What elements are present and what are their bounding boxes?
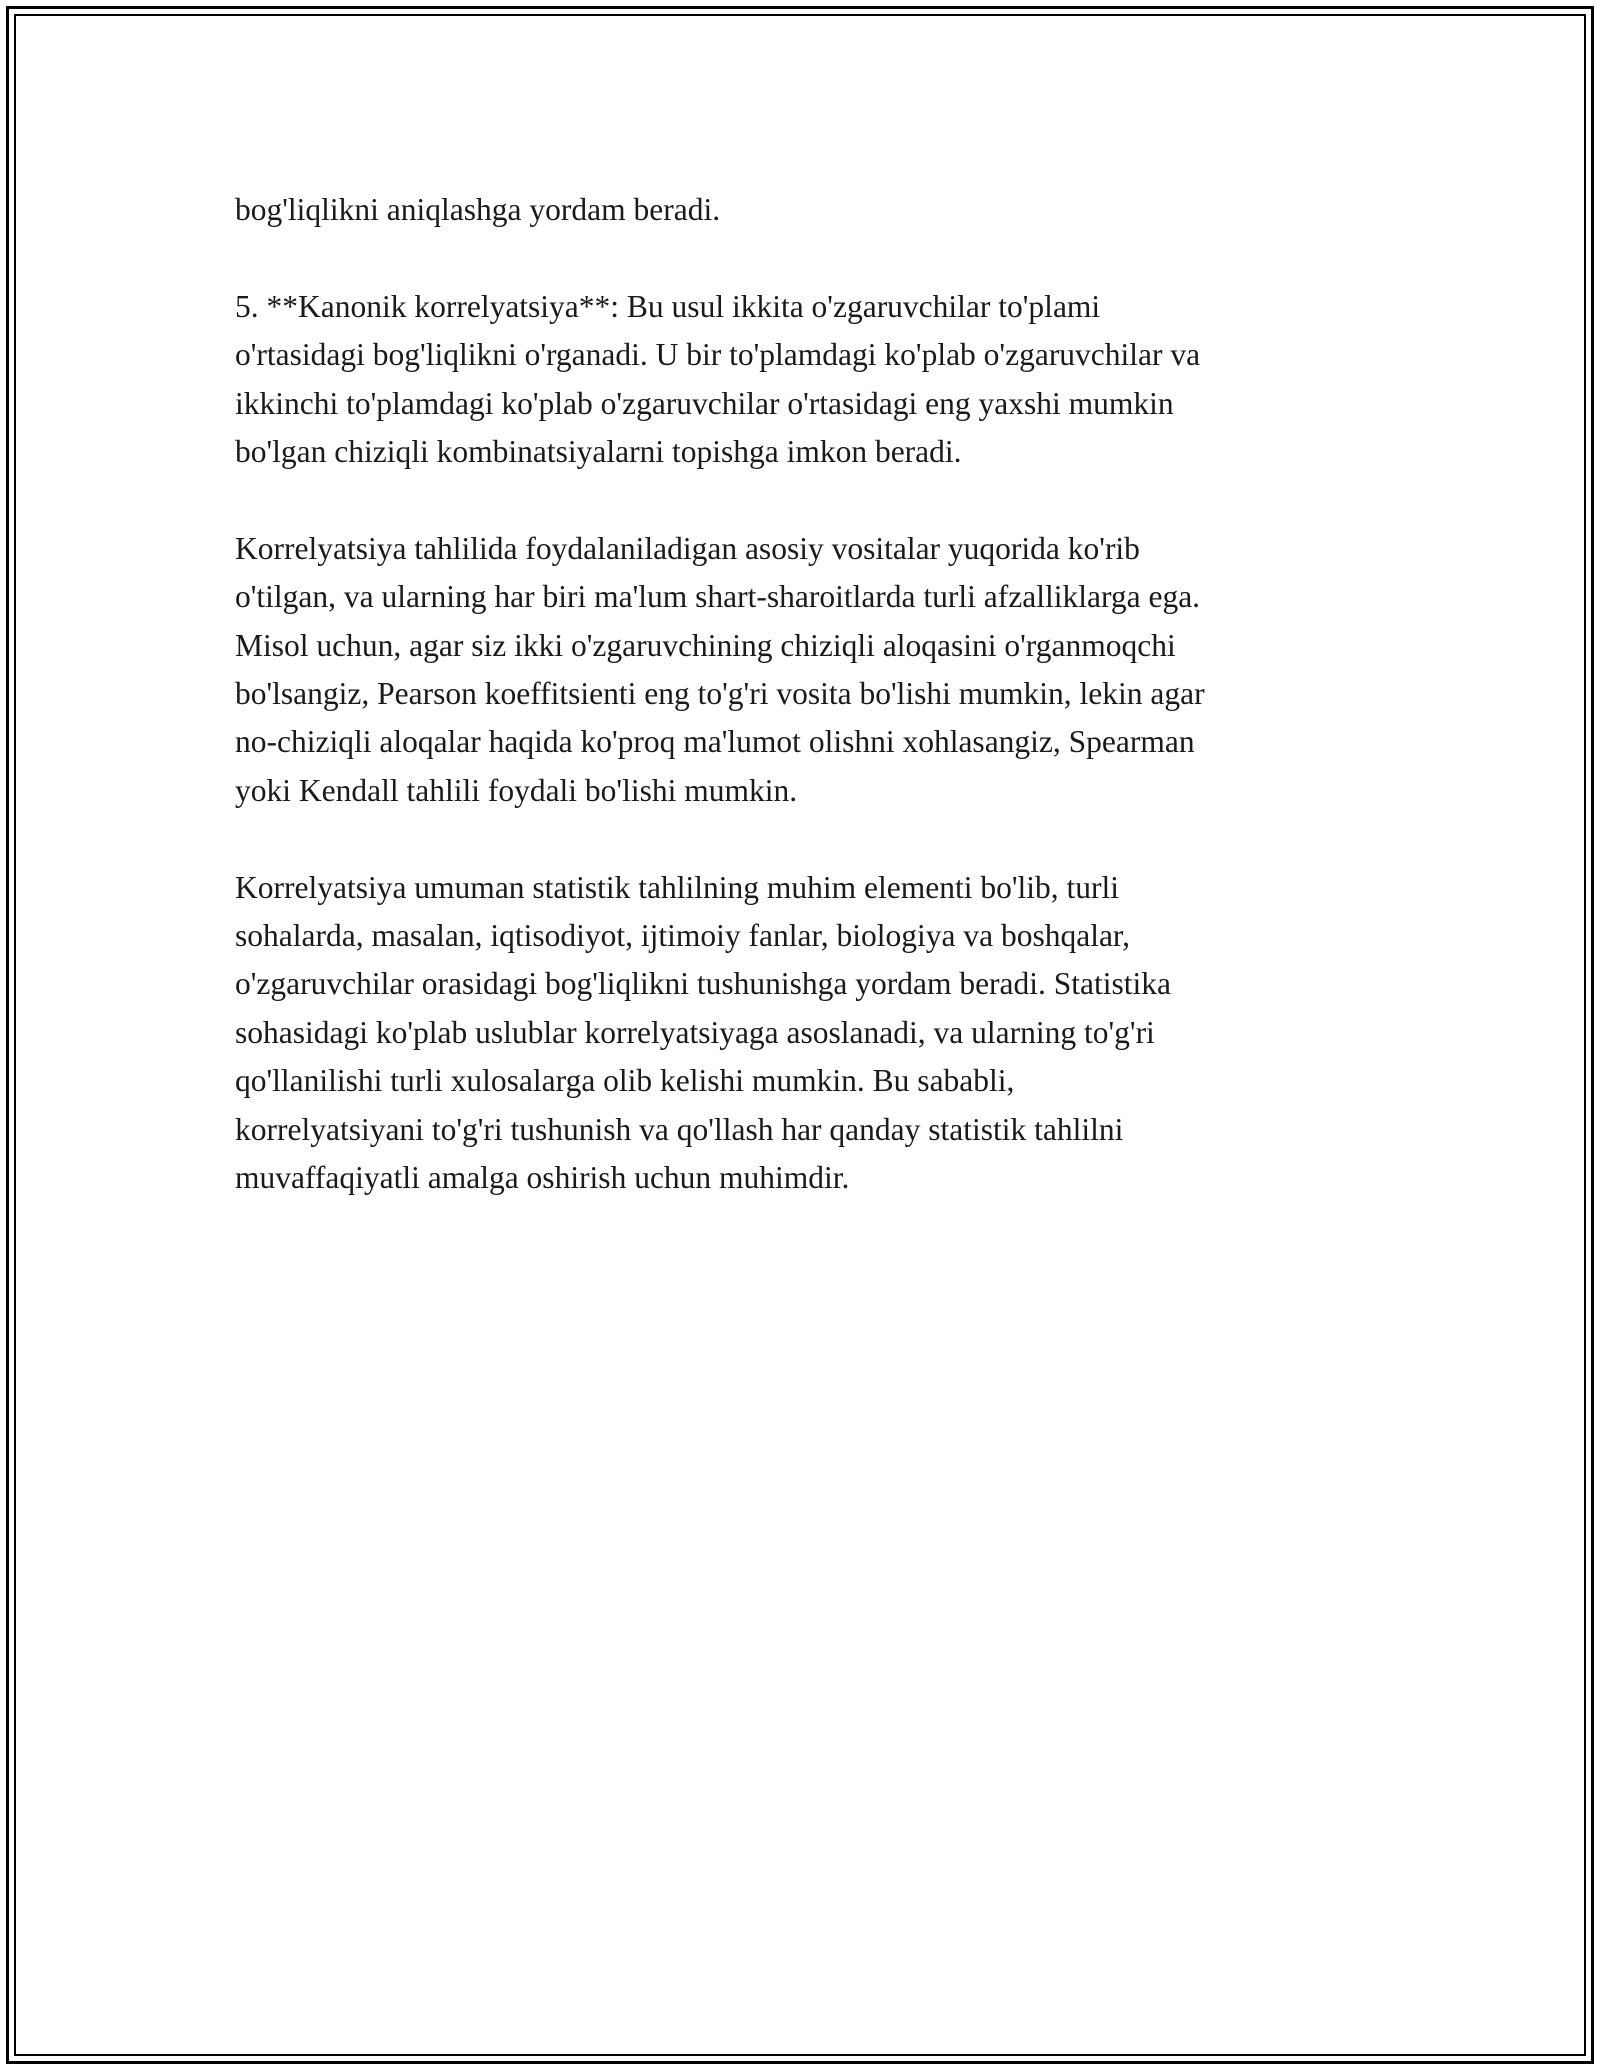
text-line: bog'liqlikni aniqlashga yordam beradi. — [235, 192, 721, 227]
text-line: sohasidagi ko'plab uslublar korrelyatsiyaga asoslanadi, va ularning to'g'ri — [235, 1014, 1155, 1050]
text-line: bo'lsangiz, Pearson koeffitsienti eng to'g'ri vosita bo'lishi mumkin, lekin agar — [235, 676, 1205, 712]
paragraph-canonical-correlation — [235, 283, 1385, 477]
paragraph-conclusion — [235, 864, 1385, 1203]
text-line: Misol uchun, agar siz ikki o'zgaruvchining chiziqli aloqasini o'rganmoqchi — [235, 627, 1176, 663]
text-line: sohalarda, masalan, iqtisodiyot, ijtimoiy fanlar, biologiya va boshqalar, — [235, 918, 1131, 954]
text-line: no-chiziqli aloqalar haqida ko'proq ma'lumot olishni xohlasangiz, Spearman — [235, 724, 1195, 760]
text-line: o'tilgan, va ularning har biri ma'lum shart-sharoitlarda turli afzalliklarga ega. — [235, 579, 1201, 615]
text-line: yoki Kendall tahlili foydali bo'lishi mumkin. — [235, 772, 798, 808]
paragraph-continuation — [235, 186, 1385, 234]
text-line: ikkinchi to'plamdagi ko'plab o'zgaruvchilar o'rtasidagi eng yaxshi mumkin — [235, 385, 1174, 421]
text-line: bo'lgan chiziqli kombinatsiyalarni topishga imkon beradi. — [235, 434, 962, 470]
text-line: Korrelyatsiya tahlilida foydalaniladigan asosiy vositalar yuqorida ko'rib — [235, 530, 1140, 566]
text-line: 5. **Kanonik korrelyatsiya**: Bu usul ikkita o'zgaruvchilar to'plami — [235, 288, 1101, 324]
paragraph-tools-overview — [235, 525, 1385, 815]
text-line: o'zgaruvchilar orasidagi bog'liqlikni tushunishga yordam beradi. Statistika — [235, 966, 1172, 1002]
text-line: korrelyatsiyani to'g'ri tushunish va qo'llash har qanday statistik tahlilni — [235, 1111, 1124, 1147]
document-body — [235, 186, 1385, 1251]
text-line: muvaffaqiyatli amalga oshirish uchun muhimdir. — [235, 1160, 850, 1196]
text-line: Korrelyatsiya umuman statistik tahlilning muhim elementi bo'lib, turli — [235, 869, 1120, 905]
text-line: o'rtasidagi bog'liqlikni o'rganadi. U bir to'plamdagi ko'plab o'zgaruvchilar va — [235, 337, 1201, 373]
text-line: qo'llanilishi turli xulosalarga olib kelishi mumkin. Bu sababli, — [235, 1063, 1015, 1099]
